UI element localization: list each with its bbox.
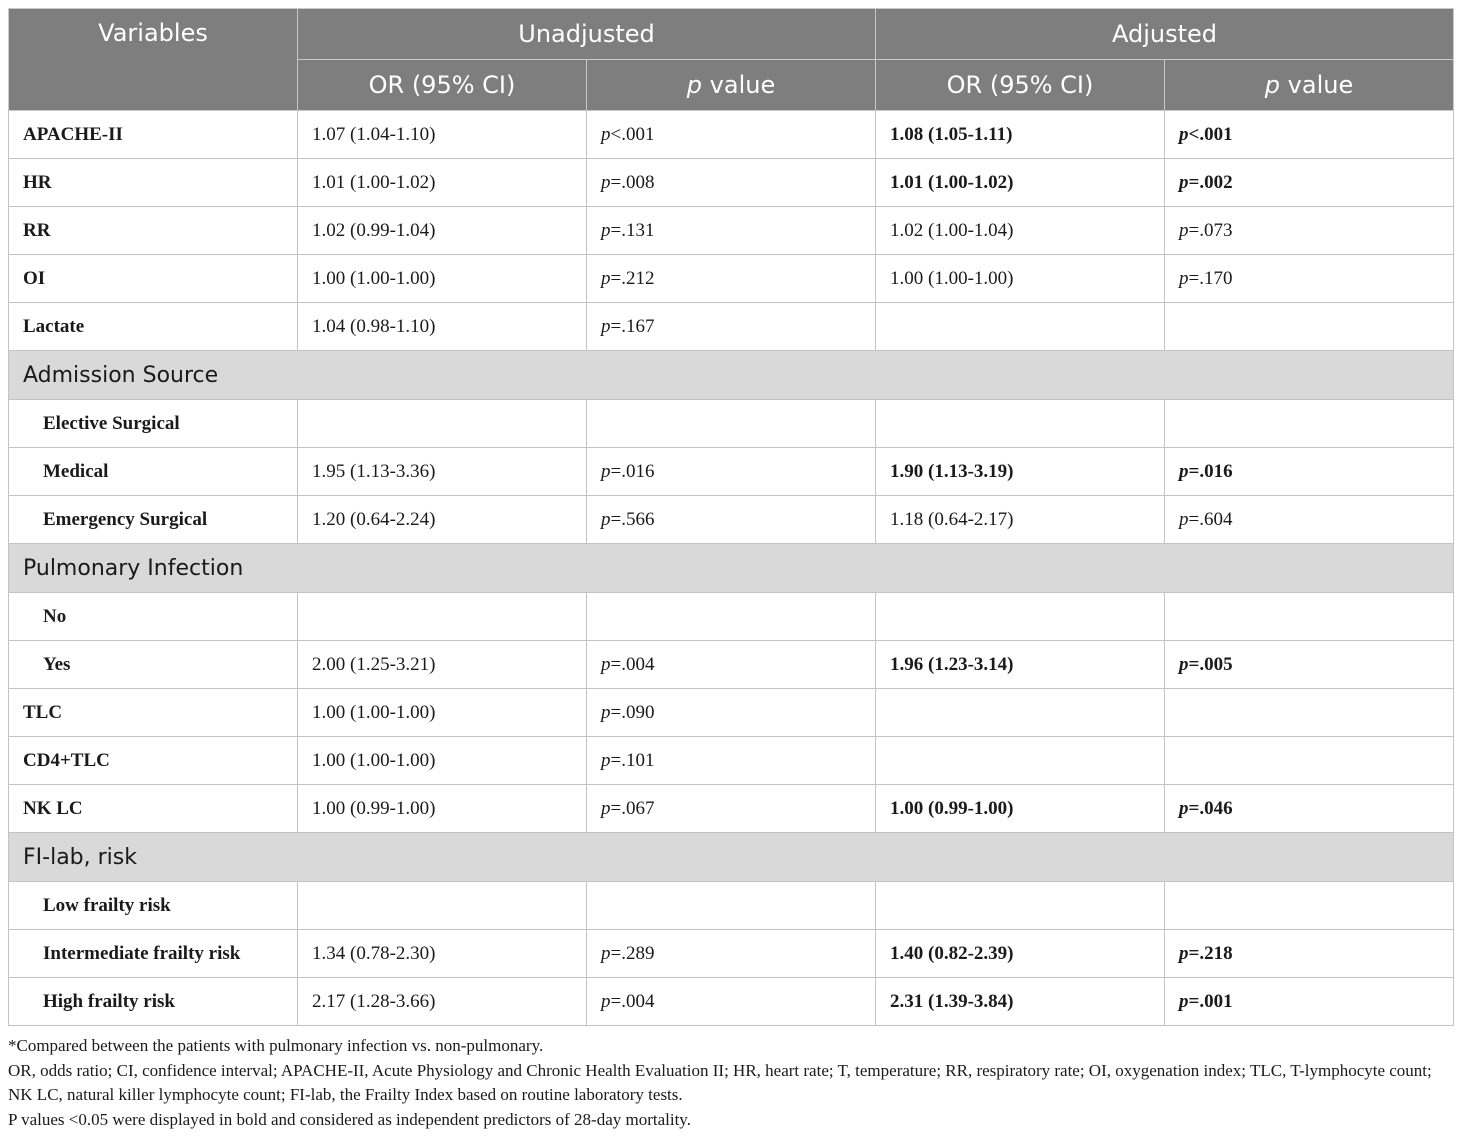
unadjusted-or-cell: 1.34 (0.78-2.30): [298, 930, 587, 978]
table-row: [9, 207, 1454, 255]
p-value: =.016: [1188, 460, 1233, 482]
unadjusted-or-cell: 2.17 (1.28-3.66): [298, 978, 587, 1026]
unadjusted-p-cell: [587, 882, 876, 930]
adjusted-p-cell: [1165, 641, 1454, 689]
table-row: [9, 882, 1454, 930]
unadjusted-or-cell: 1.01 (1.00-1.02): [298, 159, 587, 207]
unadjusted-p-cell: [587, 303, 876, 351]
adjusted-p-cell: [1165, 255, 1454, 303]
unadjusted-p-cell: [587, 255, 876, 303]
unadjusted-p-cell: [587, 496, 876, 544]
adjusted-p-cell: [1165, 207, 1454, 255]
header-adjusted-or: OR (95% CI): [876, 60, 1165, 111]
header-adjusted-p: [1165, 60, 1454, 111]
unadjusted-or-cell: [298, 400, 587, 448]
unadjusted-p-cell: [587, 448, 876, 496]
section-label: Pulmonary Infection: [9, 544, 1454, 593]
unadjusted-or-cell: [298, 593, 587, 641]
adjusted-p-cell: [1165, 303, 1454, 351]
footnote: P values <0.05 were displayed in bold and considered as independent predictors of 28-day mortality.: [8, 1109, 691, 1129]
p-symbol: p: [601, 701, 611, 723]
p-symbol: p: [601, 123, 611, 145]
adjusted-or-cell: 1.40 (0.82-2.39): [876, 930, 1165, 978]
unadjusted-p-cell: [587, 641, 876, 689]
p-symbol: p: [601, 653, 611, 675]
table-row: [9, 930, 1454, 978]
section-row: [9, 833, 1454, 882]
variable-label: Medical: [9, 448, 298, 496]
unadjusted-or-cell: 2.00 (1.25-3.21): [298, 641, 587, 689]
section-label: FI-lab, risk: [9, 833, 1454, 882]
variable-label: Yes: [9, 641, 298, 689]
p-value: =.004: [610, 653, 655, 675]
unadjusted-or-cell: 1.04 (0.98-1.10): [298, 303, 587, 351]
p-value: =.067: [610, 797, 655, 819]
adjusted-p-cell: [1165, 689, 1454, 737]
variable-label: Emergency Surgical: [9, 496, 298, 544]
value-word: value: [702, 71, 776, 99]
p-symbol: p: [601, 267, 611, 289]
variable-label: HR: [9, 159, 298, 207]
p-symbol: p: [601, 460, 611, 482]
footnote: *Compared between the patients with pulmonary infection vs. non-pulmonary.: [8, 1036, 544, 1055]
header-unadjusted: Unadjusted: [298, 9, 876, 60]
variable-label: CD4+TLC: [9, 737, 298, 785]
unadjusted-or-cell: 1.20 (0.64-2.24): [298, 496, 587, 544]
p-symbol: p: [601, 990, 611, 1012]
p-symbol: p: [601, 315, 611, 337]
p-value: =.167: [610, 315, 655, 337]
unadjusted-p-cell: [587, 978, 876, 1026]
table-body: [9, 111, 1454, 1026]
p-symbol: p: [1179, 508, 1189, 530]
header-unadjusted-or: OR (95% CI): [298, 60, 587, 111]
p-word: p: [1264, 71, 1281, 99]
p-symbol: p: [1179, 460, 1189, 482]
unadjusted-or-cell: 1.00 (1.00-1.00): [298, 255, 587, 303]
p-value: =.005: [1188, 653, 1233, 675]
table-row: [9, 111, 1454, 159]
value-word: value: [1280, 71, 1354, 99]
unadjusted-p-cell: [587, 400, 876, 448]
adjusted-or-cell: [876, 303, 1165, 351]
adjusted-p-cell: [1165, 785, 1454, 833]
results-table-container: [8, 8, 1453, 1132]
adjusted-or-cell: 2.31 (1.39-3.84): [876, 978, 1165, 1026]
table-row: [9, 978, 1454, 1026]
variable-label: No: [9, 593, 298, 641]
section-row: [9, 544, 1454, 593]
unadjusted-or-cell: 1.02 (0.99-1.04): [298, 207, 587, 255]
adjusted-p-cell: [1165, 496, 1454, 544]
variable-label: Elective Surgical: [9, 400, 298, 448]
table-row: [9, 448, 1454, 496]
header-adjusted: Adjusted: [876, 9, 1454, 60]
p-symbol: p: [1179, 123, 1189, 145]
unadjusted-p-cell: [587, 111, 876, 159]
p-value: =.008: [610, 171, 655, 193]
unadjusted-p-cell: [587, 689, 876, 737]
adjusted-or-cell: 1.01 (1.00-1.02): [876, 159, 1165, 207]
p-value: =.002: [1188, 171, 1233, 193]
p-symbol: p: [1179, 990, 1189, 1012]
table-row: [9, 400, 1454, 448]
p-value: =.073: [1188, 219, 1233, 241]
footnotes: [8, 1034, 1453, 1132]
unadjusted-p-cell: [587, 737, 876, 785]
adjusted-or-cell: 1.00 (1.00-1.00): [876, 255, 1165, 303]
p-value: =.131: [610, 219, 655, 241]
p-symbol: p: [601, 171, 611, 193]
header-variables: Variables: [9, 9, 298, 111]
unadjusted-or-cell: 1.00 (1.00-1.00): [298, 737, 587, 785]
section-label: Admission Source: [9, 351, 1454, 400]
variable-label: TLC: [9, 689, 298, 737]
p-symbol: p: [1179, 267, 1189, 289]
p-value: =.566: [610, 508, 655, 530]
header-unadjusted-p: [587, 60, 876, 111]
adjusted-p-cell: [1165, 448, 1454, 496]
regression-table: [8, 8, 1454, 1026]
section-row: [9, 351, 1454, 400]
p-symbol: p: [1179, 171, 1189, 193]
p-value: =.101: [610, 749, 655, 771]
adjusted-p-cell: [1165, 737, 1454, 785]
p-value: =.004: [610, 990, 655, 1012]
p-symbol: p: [1179, 797, 1189, 819]
p-value: =.016: [610, 460, 655, 482]
variable-label: Intermediate frailty risk: [9, 930, 298, 978]
adjusted-p-cell: [1165, 593, 1454, 641]
variable-label: Lactate: [9, 303, 298, 351]
adjusted-or-cell: 1.18 (0.64-2.17): [876, 496, 1165, 544]
p-value: =.170: [1188, 267, 1233, 289]
adjusted-p-cell: [1165, 978, 1454, 1026]
adjusted-or-cell: 1.02 (1.00-1.04): [876, 207, 1165, 255]
table-row: [9, 303, 1454, 351]
unadjusted-p-cell: [587, 930, 876, 978]
p-symbol: p: [1179, 942, 1189, 964]
adjusted-or-cell: [876, 737, 1165, 785]
adjusted-or-cell: [876, 400, 1165, 448]
table-row: [9, 641, 1454, 689]
table-row: [9, 159, 1454, 207]
p-symbol: p: [601, 508, 611, 530]
adjusted-or-cell: [876, 689, 1165, 737]
adjusted-p-cell: [1165, 930, 1454, 978]
adjusted-p-cell: [1165, 882, 1454, 930]
table-row: [9, 689, 1454, 737]
p-symbol: p: [601, 942, 611, 964]
variable-label: OI: [9, 255, 298, 303]
unadjusted-p-cell: [587, 207, 876, 255]
table-row: [9, 737, 1454, 785]
p-word: p: [686, 71, 703, 99]
p-symbol: p: [601, 797, 611, 819]
adjusted-p-cell: [1165, 111, 1454, 159]
unadjusted-p-cell: [587, 593, 876, 641]
unadjusted-p-cell: [587, 785, 876, 833]
footnote: OR, odds ratio; CI, confidence interval; APACHE-II, Acute Physiology and Chronic Health Evaluation II; HR, heart rate; T, temperature; RR, respiratory rate; OI, oxygenation index; TLC, T-lymphocyte count; NK LC, natural killer lymphocyte count; FI-lab, the Frailty Index based on routine laboratory tests.: [8, 1060, 1432, 1104]
p-value: =.212: [610, 267, 655, 289]
p-value: =.604: [1188, 508, 1233, 530]
table-row: [9, 785, 1454, 833]
adjusted-p-cell: [1165, 159, 1454, 207]
unadjusted-or-cell: 1.00 (0.99-1.00): [298, 785, 587, 833]
unadjusted-or-cell: 1.07 (1.04-1.10): [298, 111, 587, 159]
p-symbol: p: [601, 749, 611, 771]
variable-label: High frailty risk: [9, 978, 298, 1026]
adjusted-or-cell: 1.90 (1.13-3.19): [876, 448, 1165, 496]
table-row: [9, 255, 1454, 303]
adjusted-or-cell: 1.08 (1.05-1.11): [876, 111, 1165, 159]
p-symbol: p: [1179, 219, 1189, 241]
p-value: <.001: [610, 123, 655, 145]
p-symbol: p: [601, 219, 611, 241]
unadjusted-p-cell: [587, 159, 876, 207]
p-value: =.289: [610, 942, 655, 964]
adjusted-or-cell: [876, 882, 1165, 930]
unadjusted-or-cell: 1.95 (1.13-3.36): [298, 448, 587, 496]
adjusted-p-cell: [1165, 400, 1454, 448]
p-value: <.001: [1188, 123, 1233, 145]
p-symbol: p: [1179, 653, 1189, 675]
adjusted-or-cell: 1.96 (1.23-3.14): [876, 641, 1165, 689]
adjusted-or-cell: 1.00 (0.99-1.00): [876, 785, 1165, 833]
variable-label: RR: [9, 207, 298, 255]
table-row: [9, 593, 1454, 641]
variable-label: Low frailty risk: [9, 882, 298, 930]
p-value: =.046: [1188, 797, 1233, 819]
variable-label: NK LC: [9, 785, 298, 833]
unadjusted-or-cell: 1.00 (1.00-1.00): [298, 689, 587, 737]
adjusted-or-cell: [876, 593, 1165, 641]
variable-label: APACHE-II: [9, 111, 298, 159]
unadjusted-or-cell: [298, 882, 587, 930]
p-value: =.001: [1188, 990, 1233, 1012]
table-row: [9, 496, 1454, 544]
p-value: =.090: [610, 701, 655, 723]
p-value: =.218: [1188, 942, 1233, 964]
